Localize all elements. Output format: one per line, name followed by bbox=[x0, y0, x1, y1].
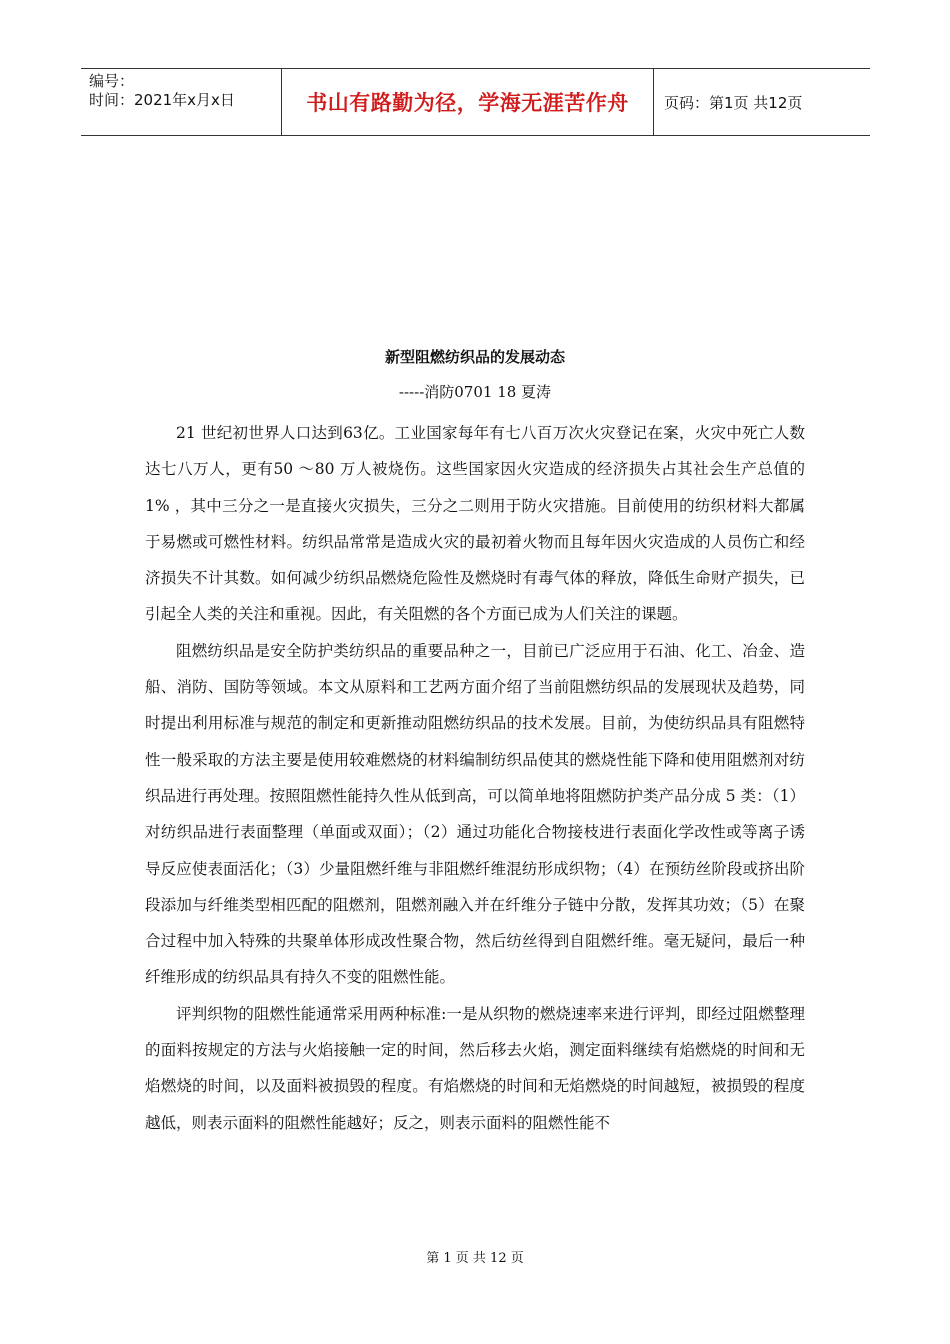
header-motto: 书山有路勤为径，学海无涯苦作舟 bbox=[281, 69, 654, 135]
header-page-info: 页码：第1页 共12页 bbox=[664, 93, 803, 112]
paragraph: 21 世纪初世界人口达到63亿。工业国家每年有七八百万次火灾登记在案，火灾中死亡人数达七八万人，更有50 ～80 万人被烧伤。这些国家因火灾造成的经济损失占其社会生产总值的1% ，其中三分之一是直接火灾损失，三分之二则用于防火灾措施。目前使用的纺织材料大都属于易燃或可燃性材料。纺织品常常是造成火灾的最初着火物而且每年因火灾造成的人员伤亡和经济损失不计其数。如何减少纺织品燃烧危险性及燃烧时有毒气体的释放，降低生命财产损失，已引起全人类的关注和重视。因此，有关阻燃的各个方面已成为人们关注的课题。 bbox=[145, 424, 805, 624]
document-number-label: 编号： bbox=[89, 72, 135, 90]
header-meta bbox=[81, 69, 281, 135]
paragraph: 评判织物的阻燃性能通常采用两种标准:一是从织物的燃烧速率来进行评判，即经过阻燃整理的面料按规定的方法与火焰接触一定的时间，然后移去火焰，测定面料继续有焰燃烧的时间和无焰燃烧的时间，以及面料被损毁的程度。有焰燃烧的时间和无焰燃烧的时间越短，被损毁的程度越低，则表示面料的阻燃性能越好；反之，则表示面料的阻燃性能不 bbox=[145, 1004, 805, 1132]
page-header bbox=[81, 68, 870, 136]
page-footer: 第 1 页 共 12 页 bbox=[426, 1251, 524, 1266]
document-author: -----消防0701 18 夏涛 bbox=[398, 383, 552, 401]
document-body bbox=[145, 415, 805, 1141]
document-title: 新型阻燃纺织品的发展动态 bbox=[384, 348, 565, 366]
document-time: 时间：2021年x月x日 bbox=[89, 91, 235, 109]
paragraph: 阻燃纺织品是安全防护类纺织品的重要品种之一，目前已广泛应用于石油、化工、冶金、造船、消防、国防等领域。本文从原料和工艺两方面介绍了当前阻燃纺织品的发展现状及趋势，同时提出利用标准与规范的制定和更新推动阻燃纺织品的技术发展。目前，为使纺织品具有阻燃特性一般采取的方法主要是使用较难燃烧的材料编制纺织品使其的燃烧性能下降和使用阻燃剂对纺织品进行再处理。按照阻燃性能持久性从低到高，可以简单地将阻燃防护类产品分成 5 类：（1）对纺织品进行表面整理（单面或双面）；（2）通过功能化合物接枝进行表面化学改性或等离子诱导反应使表面活化；（3）少量阻燃纤维与非阻燃纤维混纺形成织物；（4）在预纺丝阶段或挤出阶段添加与纤维类型相匹配的阻燃剂，阻燃剂融入并在纤维分子链中分散，发挥其功效；（5）在聚合过程中加入特殊的共聚单体形成改性聚合物，然后纺丝得到自阻燃纤维。毫无疑问，最后一种纤维形成的纺织品具有持久不变的阻燃性能。 bbox=[145, 641, 805, 987]
